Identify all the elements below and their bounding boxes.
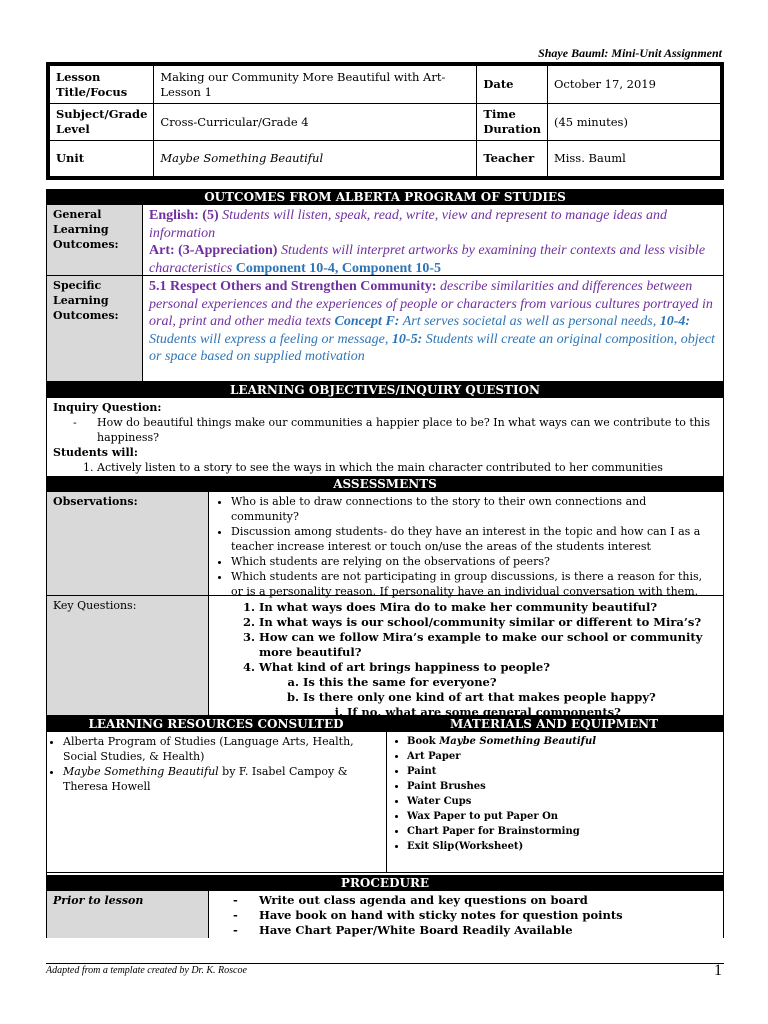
c105-text: Students will create an original composition, object or space based on supplied motivation xyxy=(149,331,715,364)
resources-title: LEARNING RESOURCES CONSULTED xyxy=(88,717,344,731)
c105-head: 10-5: xyxy=(388,331,423,347)
materials-list xyxy=(387,734,723,854)
specific-outcomes-text xyxy=(143,276,723,381)
objectives-title: LEARNING OBJECTIVES/INQUIRY QUESTION xyxy=(47,382,723,398)
key-questions-list xyxy=(211,600,717,720)
list-item: • Book Maybe Something Beautiful xyxy=(407,734,723,749)
materials-cell xyxy=(387,732,723,872)
inquiry-text: How do beautiful things make our communities a happier place to be? In what ways can we contribute to this happiness? xyxy=(97,416,711,444)
observations-cell xyxy=(209,492,723,598)
list-item: • Who is able to draw connections to the story to their own connections and community? xyxy=(231,494,717,524)
list-item: 1. In what ways does Mira do to make her community beautiful? xyxy=(259,600,717,615)
list-item: • Paint xyxy=(407,764,723,779)
inquiry-item: - How do beautiful things make our communities a happier place to be? In what ways can we contribute to this happiness? xyxy=(53,415,717,445)
unit-label: Unit xyxy=(50,141,154,177)
header-note: Shaye Bauml: Mini-Unit Assignment xyxy=(538,46,722,60)
lesson-info-table xyxy=(46,62,724,180)
concept-head: Concept F: xyxy=(334,314,400,329)
resources-cell xyxy=(47,732,387,872)
art-components: Component 10-4, Component 10-5 xyxy=(232,260,442,276)
list-item: • Which students are relying on the observations of peers? xyxy=(231,554,717,569)
footer-divider xyxy=(46,963,724,964)
list-item: - Write out class agenda and key questions on board xyxy=(233,893,588,907)
prior-to-lesson-row xyxy=(47,891,723,938)
list-item: • Alberta Program of Studies (Language Arts, Health, Social Studies, & Health) xyxy=(63,734,380,764)
list-item: a. Is this the same for everyone? xyxy=(303,675,717,690)
art-head: Art: (3-Appreciation) xyxy=(149,243,278,258)
key-questions-row xyxy=(47,596,723,719)
resources-list xyxy=(47,734,380,794)
assessments-title: ASSESSMENTS xyxy=(47,476,723,492)
c104-text: Students will express a feeling or message, xyxy=(149,331,389,347)
resources-row xyxy=(47,732,723,873)
list-item: 3. How can we follow Mira’s example to make our school or community more beautiful? xyxy=(259,630,717,660)
list-item: • Exit Slip(Worksheet) xyxy=(407,839,723,854)
specific-outcomes-row xyxy=(47,276,723,382)
list-item: - Have book on hand with sticky notes for question points xyxy=(233,908,623,922)
general-outcomes-row xyxy=(47,205,723,276)
date-value: October 17, 2019 xyxy=(547,66,720,104)
list-item: • Art Paper xyxy=(407,749,723,764)
lesson-plan-body xyxy=(46,189,724,938)
list-item: • Which students are not participating in group discussions, is there a reason for this, or is a personality reason. If personality have an individual conversation with them. xyxy=(231,569,717,599)
key-questions-sublist xyxy=(259,675,717,720)
list-item: 2. In what ways is our school/community similar or different to Mira’s? xyxy=(259,615,717,630)
subject-value: Cross-Curricular/Grade 4 xyxy=(154,104,477,141)
list-item: • Wax Paper to put Paper On xyxy=(407,809,723,824)
general-outcomes-label: General Learning Outcomes: xyxy=(47,205,143,275)
prior-to-lesson-cell xyxy=(209,891,723,938)
list-item xyxy=(63,764,380,794)
subject-label: Subject/Grade Level xyxy=(50,104,154,141)
materials-title: MATERIALS AND EQUIPMENT xyxy=(449,717,659,731)
teacher-label: Teacher xyxy=(477,141,548,177)
art-text: Students will interpret artworks by examining their contexts and less visible characteristics xyxy=(149,243,706,276)
time-value: (45 minutes) xyxy=(547,104,720,141)
page-number: 1 xyxy=(714,962,722,979)
observations-label: Observations: xyxy=(47,492,209,595)
resources-title-bar xyxy=(47,716,723,732)
s1-head: 5.1 Respect Others and Strengthen Community: xyxy=(149,279,437,294)
list-item: • Discussion among students- do they have an interest in the topic and how can I as a teacher increase interest or touch on/use the areas of the students interest xyxy=(231,524,717,554)
list-item: 4. What kind of art brings happiness to people? a. Is this the same for everyone? b. Is there only one kind of art that makes people happy? i. If no, what are some general components? xyxy=(259,660,717,720)
book-title: Maybe Something Beautiful xyxy=(63,765,219,778)
time-label: Time Duration xyxy=(477,104,548,141)
lesson-value: Making our Community More Beautiful with Art- Lesson 1 xyxy=(154,66,477,104)
outcomes-title: OUTCOMES FROM ALBERTA PROGRAM OF STUDIES xyxy=(47,189,723,205)
date-label: Date xyxy=(477,66,548,104)
book-authors: by F. Isabel Campoy & Theresa Howell xyxy=(63,765,348,793)
specific-outcomes-label: Specific Learning Outcomes: xyxy=(47,276,143,381)
english-text: Students will listen, speak, read, write, view and represent to manage ideas and information xyxy=(149,208,667,241)
key-questions-label: Key Questions: xyxy=(47,596,209,715)
students-will-label: Students will: xyxy=(53,446,138,459)
concept-text: Art serves societal as well as personal needs, xyxy=(399,314,657,329)
general-outcomes-text xyxy=(143,205,723,275)
english-head: English: (5) xyxy=(149,208,219,223)
unit-value: Maybe Something Beautiful xyxy=(154,141,477,177)
list-item: b. Is there only one kind of art that makes people happy? i. If no, what are some general components? xyxy=(303,690,717,720)
observations-row xyxy=(47,492,723,596)
teacher-value: Miss. Bauml xyxy=(547,141,720,177)
list-item: i. If no, what are some general components? xyxy=(347,705,717,720)
lesson-label: Lesson Title/Focus xyxy=(50,66,154,104)
c104-head: 10-4: xyxy=(656,314,691,329)
procedure-title: PROCEDURE xyxy=(47,873,723,891)
s1-text: describe similarities and differences between personal experiences and the experiences of people or characters from various cultures portrayed in oral, print and other media texts xyxy=(149,279,713,329)
list-item: • Chart Paper for Brainstorming xyxy=(407,824,723,839)
objectives-list xyxy=(53,460,717,476)
list-item: • Water Cups xyxy=(407,794,723,809)
list-item: • Paint Brushes xyxy=(407,779,723,794)
objectives-section xyxy=(47,398,723,476)
key-questions-cell xyxy=(209,596,723,719)
prior-to-lesson-label: Prior to lesson xyxy=(47,891,209,938)
footer-note: Adapted from a template created by Dr. K. Roscoe xyxy=(46,965,247,976)
list-item: 1. Actively listen to a story to see the ways in which the main character contributed to her communities xyxy=(97,460,717,476)
inquiry-label: Inquiry Question: xyxy=(53,401,162,414)
list-item: - Have Chart Paper/White Board Readily Available xyxy=(233,923,573,937)
observations-list xyxy=(211,494,717,599)
